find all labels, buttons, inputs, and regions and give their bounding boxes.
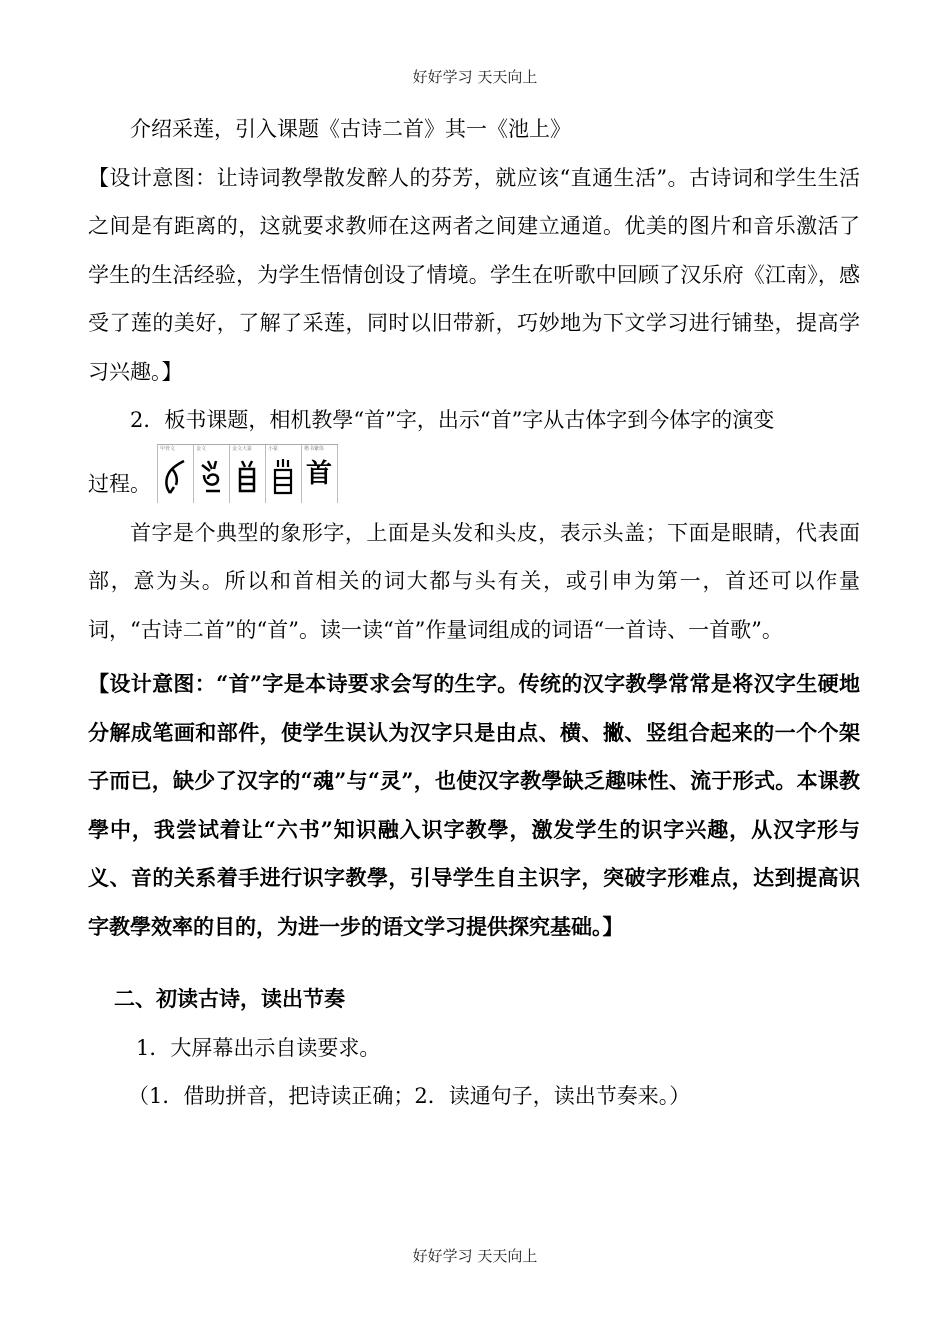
bronze-glyph: 金文	[194, 445, 230, 503]
step-2-paragraph-end: 过程。	[88, 472, 151, 496]
small-seal-glyph: 小篆	[266, 445, 302, 503]
oracle-bone-glyph: 甲骨文	[157, 445, 194, 503]
shou-character-evolution-image	[157, 444, 338, 503]
glyph-evolution-row	[88, 437, 860, 509]
page-footer: 好好学习 天天向上	[412, 1247, 538, 1265]
document-body	[88, 105, 860, 1121]
step-2-paragraph: 2．板书课题，相机教學“首”字，出示“首”字从古体字到今体字的演变	[130, 408, 775, 432]
reading-requirements: （1．借助拼音，把诗读正确；2．读通句子，读出节奏来。）	[128, 1084, 691, 1108]
section-2-heading: 二、初读古诗，读出节奏	[114, 986, 345, 1011]
step-1-paragraph: 1．大屏幕出示自读要求。	[136, 1035, 381, 1060]
small-seal-shou-icon	[270, 457, 296, 497]
design-intent-paragraph-2: 【设计意图：“首”字是本诗要求会写的生字。传统的汉字教學常常是将汉字生硬地分解成笔画和部件，使学生误认为汉字只是由点、横、撇、竖组合起来的一个个架子而已，缺少了汉字的“魂”与“灵”，也使汉字教學缺乏趣味性、流于形式。本课教學中，我尝试着让“六书”知识融入识字教學，激发学生的识字兴趣，从汉字形与义、音的关系着手进行识字教學，引导学生自主识字，突破字形难点，达到提高识字教學效率的目的，为进一步的语文学习提供探究基础。】	[88, 671, 860, 939]
intro-paragraph: 介绍采莲，引入课题《古诗二首》其一《池上》	[130, 117, 571, 141]
large-seal-shou-icon	[234, 457, 260, 497]
regular-script-glyph: 楷书繁体 首	[302, 445, 338, 503]
bronze-shou-icon	[198, 457, 224, 497]
design-intent-paragraph-1: 【设计意图：让诗词教學散发醉人的芬芳，就应该“直通生活”。古诗词和学生生活之间是有距离的，这就要求教师在这两者之间建立通道。优美的图片和音乐激活了学生的生活经验，为学生悟情创设了情境。学生在听歌中回顾了汉乐府《江南》，感受了莲的美好，了解了采莲，同时以旧带新，巧妙地为下文学习进行铺垫，提高学习兴趣。】	[88, 165, 860, 384]
oracle-shou-icon	[162, 457, 188, 497]
page-header: 好好学习 天天向上	[412, 68, 538, 86]
large-seal-glyph: 金文大篆	[230, 445, 266, 503]
explanation-paragraph: 首字是个典型的象形字，上面是头发和头皮，表示头盖；下面是眼睛，代表面部，意为头。所以和首相关的词大都与头有关，或引申为第一，首还可以作量词，“古诗二首”的“首”。读一读“首”作量词组成的词语“一首诗、一首歌”。	[88, 520, 860, 642]
